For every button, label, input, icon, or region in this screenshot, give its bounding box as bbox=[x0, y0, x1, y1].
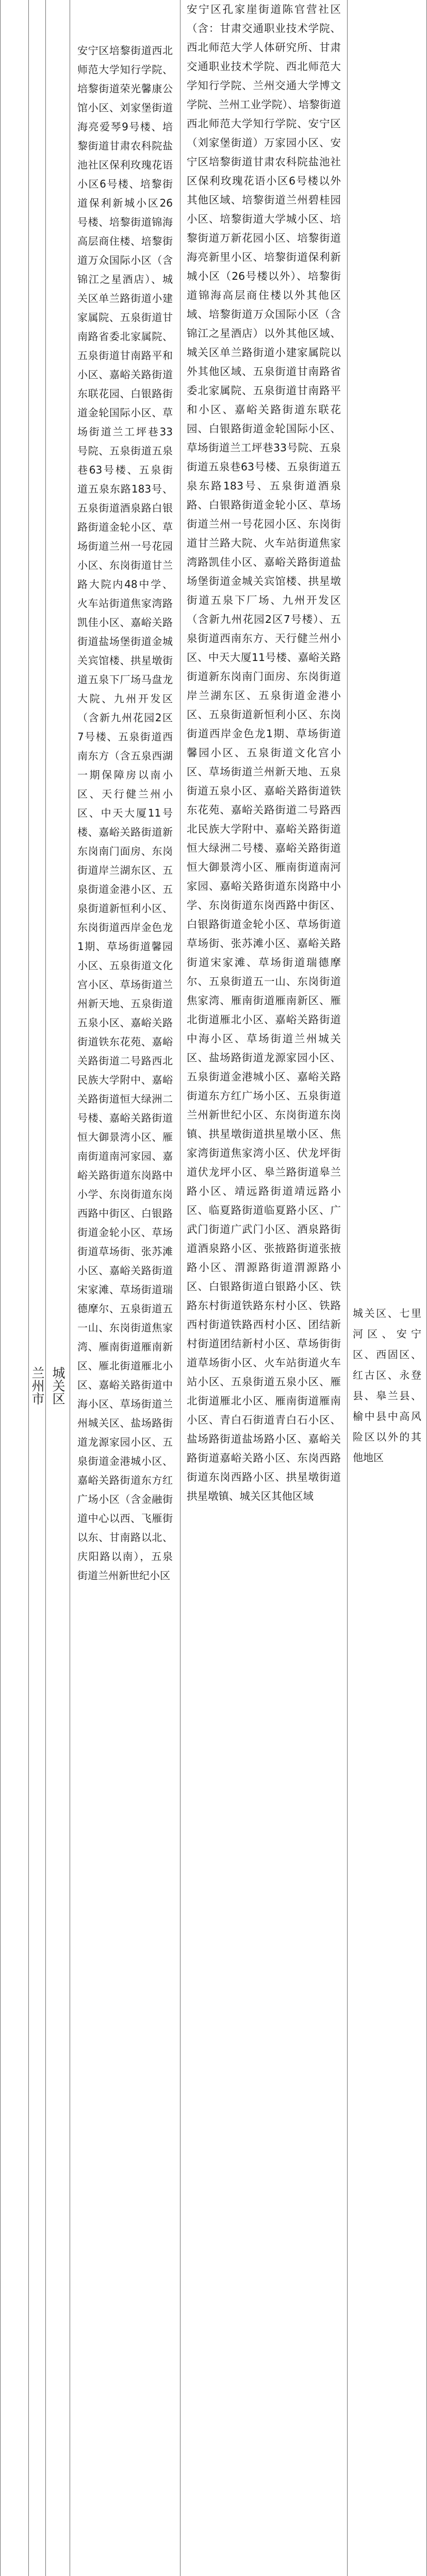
low-risk-area-text: 城关区、七里河区、安宁区、西固区、红古区、永登县、皋兰县、榆中县中高风险区以外的其他地区 bbox=[353, 1307, 421, 1464]
low-risk-area-cell bbox=[348, 0, 427, 2576]
high-risk-area-cell bbox=[70, 0, 180, 2576]
high-risk-area-text: 安宁区培黎街道西北师范大学知行学院、培黎街道荣光馨康公馆小区、刘家堡街道海亮爱琴9号楼、培黎街道甘肃农科院盐池社区保利玫瑰花语小区6号楼、培黎街道保利新城小区26号楼、培黎街道锦海高层商住楼、培黎街道万众国际小区（含锦江之星酒店）、城关区单兰路街道小建家属院、五泉街道甘南路省委北家属院、五泉街道甘南路平和小区、嘉峪关路街道东联花园、白银路街道金轮国际小区、草场街道兰工坪巷33号院、五泉街道五泉巷63号楼、五泉街道五泉东路183号、五泉街道酒泉路白银路街道金轮小区、草场街道兰州一号花园小区、东岗街道甘兰路大院内48中学、火车站街道焦家湾路凯佳小区、嘉峪关路街道盐场堡街道金城关宾馆楼、拱星墩街道五泉下厂场马盘龙大院、九州开发区（含新九州花园2区7号楼、五泉街道西南东方（含五泉西湖一期保障房以南小区、天行健兰州小区、中天大厦11号楼、嘉峪关路街道新东岗南门面房、东岗街道岸兰湖东区、五泉街道金港小区、五泉街道新恒利小区、东岗街道西岸金色龙1期、草场街道馨园小区、五泉街道文化宫小区、草场街道兰州新天地、五泉街道五泉小区、嘉峪关路街道铁东花苑、嘉峪关路街道二号路西北民族大学附中、嘉峪关路街道恒大绿洲二号楼、嘉峪关路街道恒大御景湾小区、雁南街道南河家园、嘉峪关路街道东岗路中小学、东岗街道东岗西路中街区、白银路街道金轮小区、草场街道草场街、张苏滩小区、嘉峪关路街道宋家滩、草场街道瑞德摩尔、五泉街道五一山、东岗街道焦家湾、雁南街道雁南新区、雁北街道雁北小区、嘉峪关路街道中海小区、草场街道兰州城关区、盐场路街道龙源家园小区、五泉街道金港城小区、嘉峪关路街道东方红广场小区（含金融街道中心以西、飞雁街以东、甘南路以北、庆阳路以南），五泉街道兰州新世纪小区 bbox=[77, 44, 173, 1582]
city-cell bbox=[29, 0, 46, 2576]
row-index-cell bbox=[0, 0, 29, 2576]
medium-risk-area-cell bbox=[180, 0, 348, 2576]
medium-risk-area-text: 安宁区孔家崖街道陈官营社区（含：甘肃交通职业技术学院、西北师范大学人体研究所、甘肃交通职业技术学院、西北师范大学知行学院、兰州交通大学博文学院、兰州工业学院）、培黎街道西北师范大学知行学院、安宁区（刘家堡街道）万家园小区、安宁区培黎街道甘肃农科院盐池社区保利玫瑰花语小区6号楼以外其他区域、培黎街道兰州碧桂园小区、培黎街道大学城小区、培黎街道万新花园小区、培黎街道海亮新里小区、培黎街道保利新城小区（26号楼以外）、培黎街道锦海高层商住楼以外其他区域、培黎街道万众国际小区（含锦江之星酒店）以外其他区域、城关区单兰路街道小建家属院以外其他区域、五泉街道甘南路省委北家属院、五泉街道甘南路平和小区、嘉峪关路街道东联花园、白银路街道金轮国际小区、草场街道兰工坪巷33号院、五泉街道五泉巷63号楼、五泉街道五泉东路183号、五泉街道酒泉路、白银路街道金轮小区、草场街道兰州一号花园小区、东岗街道甘兰路大院、火车站街道焦家湾路凯佳小区、嘉峪关路街道盐场堡街道金城关宾馆楼、拱星墩街道五泉下厂场、九州开发区（含新九州花园2区7号楼）、五泉街道西南东方、天行健兰州小区、中天大厦11号楼、嘉峪关路街道新东岗南门面房、东岗街道岸兰湖东区、五泉街道金港小区、五泉街道新恒利小区、东岗街道西岸金色龙1期、草场街道馨园小区、五泉街道文化宫小区、草场街道兰州新天地、五泉街道五泉小区、嘉峪关路街道铁东花苑、嘉峪关路街道二号路西北民族大学附中、嘉峪关路街道恒大绿洲二号楼、嘉峪关路街道恒大御景湾小区、雁南街道南河家园、嘉峪关路街道东岗路中小学、东岗街道东岗西路中街区、白银路街道金轮小区、草场街道草场街、张苏滩小区、嘉峪关路街道宋家滩、草场街道瑞德摩尔、五泉街道五一山、东岗街道焦家湾、雁南街道雁南新区、雁北街道雁北小区、嘉峪关路街道中海小区、草场街道兰州城关区、盐场路街道龙源家园小区、五泉街道金港城小区、嘉峪关路街道东方红广场小区、五泉街道兰州新世纪小区、东岗街道东岗镇、拱星墩街道拱星墩小区、焦家湾街道焦家湾小区、伏龙坪街道伏龙坪小区、皋兰路街道皋兰路小区、靖远路街道靖远路小区、临夏路街道临夏路小区、广武门街道广武门小区、酒泉路街道酒泉路小区、张掖路街道张掖路小区、渭源路街道渭源路小区、白银路街道白银路小区、铁路东村街道铁路东村小区、铁路西村街道铁路西村小区、团结新村街道团结新村小区、草场街街道草场街小区、火车站街道火车站小区、五泉街道五泉小区、雁北街道雁北小区、雁南街道雁南小区、青白石街道青白石小区、盐场路街道盐场路小区、嘉峪关路街道嘉峪关路小区、东岗西路街道东岗西路小区、拱星墩街道拱星墩镇、城关区其他区域 bbox=[187, 3, 341, 1502]
district-cell bbox=[46, 0, 70, 2576]
city-label: 兰州市 bbox=[30, 1366, 45, 1405]
district-label: 城关区 bbox=[51, 1366, 65, 1405]
